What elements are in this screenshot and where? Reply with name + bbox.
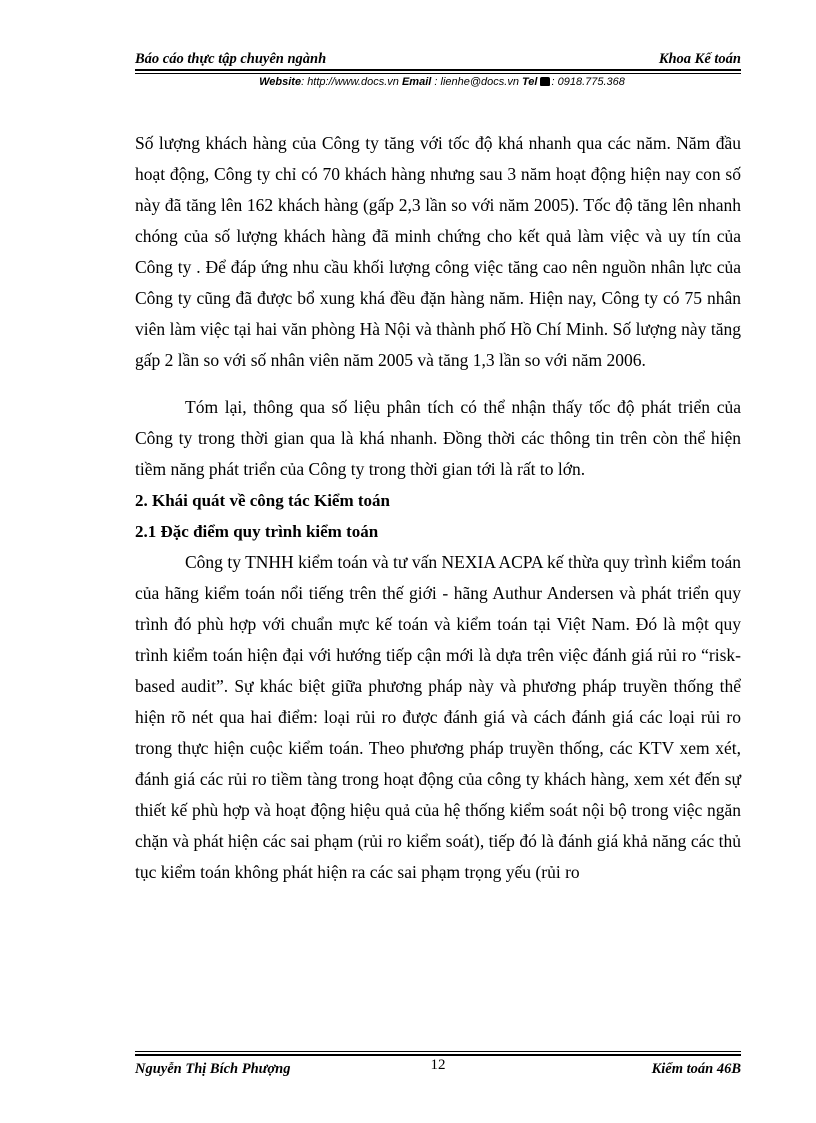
paragraph-summary: Tóm lại, thông qua số liệu phân tích có thể nhận thấy tốc độ phát triển của Công ty trong thời gian qua là khá nhanh. Đồng thời các thông tin trên còn thể hiện tiềm năng phát triển của Công ty trong thời gian tới là rất to lớn. bbox=[135, 397, 741, 479]
header-rule bbox=[135, 69, 741, 74]
email-address: : lienhe@docs.vn bbox=[431, 76, 519, 88]
tel-label: Tel bbox=[522, 76, 538, 88]
page-header bbox=[135, 50, 741, 89]
website-label: Website bbox=[259, 76, 302, 88]
paragraph-audit-process: Công ty TNHH kiểm toán và tư vấn NEXIA ACPA kế thừa quy trình kiểm toán của hãng kiểm toán nổi tiếng trên thế giới - hãng Authur Andersen và phát triển quy trình đó phù hợp với chuẩn mực kế toán và kiểm toán tại Việt Nam. Đó là một quy trình kiểm toán hiện đại với hướng tiếp cận mới là dựa trên việc đánh giá rủi ro “risk- based audit”. Sự khác biệt giữa phương pháp này và phương pháp truyền thống thể hiện rõ nét qua hai điểm: loại rủi ro được đánh giá và cách đánh giá các loại rủi ro trong thực hiện cuộc kiểm toán. Theo phương pháp truyền thống, các KTV xem xét, đánh giá các rủi ro tiềm tàng trong hoạt động của công ty khách hàng, xem xét đến sự thiết kế phù hợp và hoạt động hiệu quả của hệ thống kiểm soát nội bộ trong việc ngăn chặn và phát hiện các sai phạm (rủi ro kiểm soát), tiếp đó là đánh giá khả năng các thủ tục kiểm toán không phát hiện ra các sai phạm trọng yếu (rủi ro bbox=[135, 552, 741, 882]
class-name: Kiểm toán 46B bbox=[651, 1061, 741, 1077]
section-heading: 2. Khái quát về công tác Kiểm toán bbox=[135, 491, 390, 510]
header-row bbox=[135, 50, 741, 68]
department-name: Khoa Kế toán bbox=[658, 51, 741, 67]
document-body bbox=[135, 128, 741, 888]
page-footer bbox=[135, 1051, 741, 1078]
footer-row bbox=[135, 1057, 741, 1078]
page-number: 12 bbox=[430, 1057, 446, 1073]
report-title: Báo cáo thực tập chuyên ngành bbox=[135, 51, 327, 67]
email-label: Email bbox=[401, 76, 432, 88]
author-name: Nguyễn Thị Bích Phượng bbox=[135, 1061, 291, 1077]
contact-line bbox=[135, 75, 741, 89]
subsection-heading: 2.1 Đặc điểm quy trình kiểm toán bbox=[135, 522, 379, 541]
website-url: : http://www.docs.vn bbox=[301, 76, 399, 88]
telephone-icon bbox=[540, 77, 550, 86]
paragraph-customers: Số lượng khách hàng của Công ty tăng với tốc độ khá nhanh qua các năm. Năm đầu hoạt động, Công ty chỉ có 70 khách hàng nhưng sau 3 năm hoạt động hiện nay con số này đã tăng lên 162 khách hàng (gấp 2,3 lần so với năm 2005). Tốc độ tăng lên nhanh chóng của số lượng khách hàng đã minh chứng cho kết quả làm việc và uy tín của Công ty . Để đáp ứng nhu cầu khối lượng công việc tăng cao nên nguồn nhân lực của Công ty cũng đã được bổ xung khá đều đặn hàng năm. Hiện nay, Công ty có 75 nhân viên làm việc tại hai văn phòng Hà Nội và thành phố Hồ Chí Minh. Số lượng này tăng gấp 2 lần so với số nhân viên năm 2005 và tăng 1,3 lần so với năm 2006. bbox=[135, 133, 741, 370]
paragraph-gap bbox=[135, 376, 741, 392]
tel-number: : 0918.775.368 bbox=[551, 76, 625, 88]
